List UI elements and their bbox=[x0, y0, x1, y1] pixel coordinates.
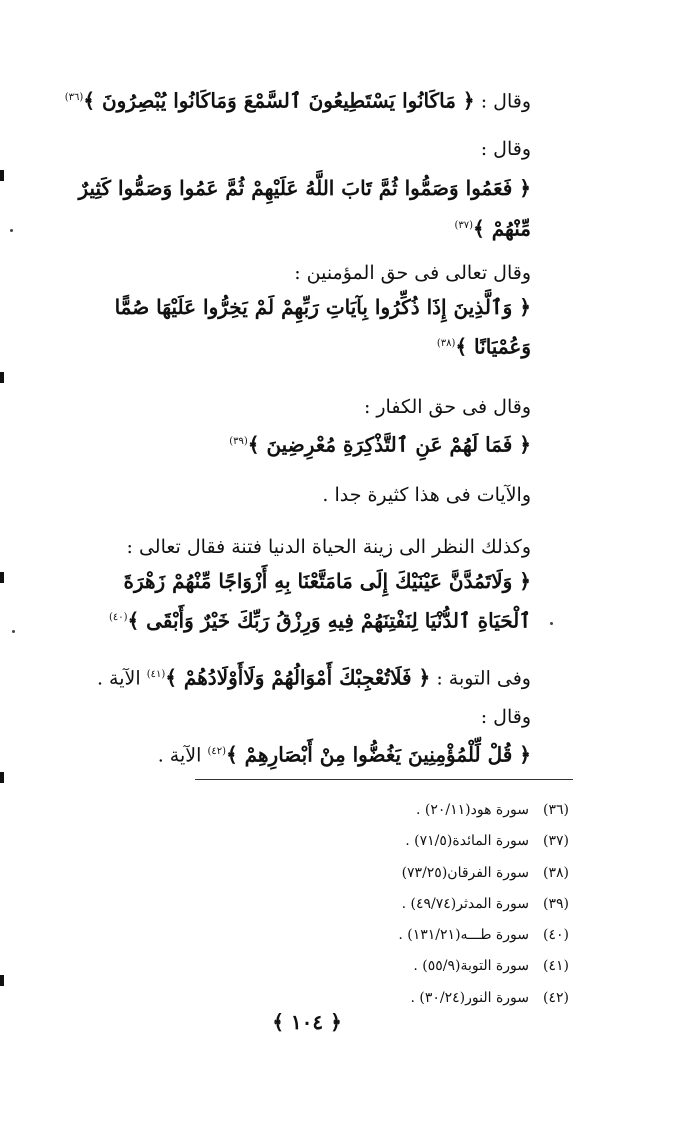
footnote-text: سورة طـــه(١٣١/٢١) . bbox=[398, 927, 529, 944]
scan-speck bbox=[12, 630, 15, 633]
verse-intro: وقال تعالى فى حق المؤمنين : bbox=[294, 262, 531, 284]
footnote-number: (٣٧) bbox=[543, 833, 569, 850]
verse-block-38 bbox=[114, 258, 531, 365]
scan-speck bbox=[10, 229, 13, 232]
page-number: ﴿ ١٠٤ ﴾ bbox=[272, 1010, 342, 1034]
footnote-text: سورة هود(٢٠/١١) . bbox=[416, 802, 529, 818]
scan-margin-mark bbox=[0, 572, 4, 583]
verse-intro: وفى التوبة : bbox=[430, 667, 531, 690]
footnote-item bbox=[309, 795, 569, 826]
verse-line bbox=[141, 422, 531, 465]
scan-speck bbox=[550, 622, 553, 625]
scan-margin-mark bbox=[0, 772, 4, 783]
verse-text: ٱلْحَيَاةِ ٱلدُّنْيَا لِنَفْتِنَهُمْ فِيهِ وَرِزْقُ رَبِّكَ خَيْرٌ وَأَبْقَى ﴾ bbox=[127, 608, 531, 633]
footnote-text: سورة النور(٣٠/٢٤) . bbox=[410, 989, 529, 1006]
verse-text: ﴿ مَاكَانُوا يَسْتَطِيعُونَ ٱلسَّمْعَ وَمَاكَانُوا يُبْصِرُونَ ﴾ bbox=[83, 88, 475, 113]
footnote-ref: (٤٠) bbox=[108, 612, 128, 623]
footnote-item bbox=[309, 920, 569, 951]
footnote-ref: (٤١) bbox=[146, 669, 166, 680]
footnote-text: سورة المائدة(٧١/٥) . bbox=[405, 833, 529, 850]
footnote-ref: (٣٨) bbox=[436, 338, 456, 349]
verse-tail: الآية . bbox=[157, 744, 208, 767]
footnote-ref: (٤٢) bbox=[207, 746, 226, 757]
verse-tail: الآية . bbox=[96, 667, 147, 690]
footnote-number: (٣٨) bbox=[543, 864, 569, 881]
verse-line bbox=[96, 658, 531, 695]
footnote-item bbox=[309, 951, 569, 982]
verse-block-42 bbox=[141, 702, 531, 775]
verse-text: مِّنْهُمْ ﴾ bbox=[473, 216, 531, 241]
verse-block-37 bbox=[78, 134, 531, 247]
verse-line bbox=[141, 732, 531, 775]
footnote-text: سورة الفرقان(٧٣/٢٥) bbox=[401, 864, 529, 881]
verse-line bbox=[141, 208, 531, 247]
verse-intro: وقال فى حق الكفار : bbox=[363, 396, 531, 418]
footnote-item bbox=[309, 826, 569, 857]
footnote-text: سورة المدثر(٤٩/٧٤) . bbox=[401, 895, 529, 912]
footnote-divider bbox=[195, 779, 573, 780]
footnote-number: (٤٠) bbox=[543, 927, 569, 944]
verse-text: وَعُمْيَانًا ﴾ bbox=[455, 334, 531, 359]
verse-intro: وقال : bbox=[480, 138, 531, 160]
scan-margin-mark bbox=[0, 170, 4, 181]
verse-block-41 bbox=[96, 658, 531, 695]
verse-block-39 bbox=[141, 392, 531, 465]
verse-block-36 bbox=[64, 82, 531, 117]
verse-intro: وقال : bbox=[480, 706, 531, 728]
scan-margin-mark bbox=[0, 372, 4, 383]
footnote-ref: (٣٩) bbox=[229, 436, 248, 447]
ayat-note: والآيات فى هذا كثيرة جدا . bbox=[322, 484, 531, 506]
verse-text: ﴿ قُلْ لِّلْمُؤْمِنِينَ يَغُضُّوا مِنْ أَبْصَارِهِمْ ﴾ bbox=[226, 742, 531, 767]
verse-text: ﴿ فَلَاتُعْجِبْكَ أَمْوَالُهُمْ وَلَاأَوْلَادُهُمْ ﴾ bbox=[165, 665, 431, 690]
verse-block-40 bbox=[108, 532, 531, 639]
footnote-number: (٣٩) bbox=[543, 895, 569, 912]
verse-line: ﴿ وَٱلَّذِينَ إِذَا ذُكِّرُوا بِآيَاتِ رَبِّهِمْ لَمْ يَخِرُّوا عَلَيْهَا صُمًّا bbox=[114, 295, 531, 319]
verse-line bbox=[141, 326, 531, 365]
footnotes bbox=[309, 795, 569, 1014]
verse-line: ﴿ وَلَاتَمُدَّنَّ عَيْنَيْكَ إِلَى مَامَتَّعْنَا بِهِ أَزْوَاجًا مِّنْهُمْ زَهْرَةَ bbox=[123, 569, 531, 593]
scan-margin-mark bbox=[0, 975, 4, 986]
footnote-number: (٤٢) bbox=[543, 989, 569, 1006]
footnote-item bbox=[309, 858, 569, 889]
verse-line: ﴿ فَعَمُوا وَصَمُّوا ثُمَّ تَابَ اللَّهُ عَلَيْهِمْ ثُمَّ عَمُوا وَصَمُّوا كَثِيرٌ bbox=[78, 176, 531, 200]
footnote-number: (٤١) bbox=[543, 958, 569, 975]
verse-line bbox=[108, 600, 531, 639]
footnote-text: سورة التوبة(٥٥/٩) . bbox=[413, 958, 529, 975]
footnote-number: (٣٦) bbox=[543, 802, 569, 818]
footnote-ref: (٣٦) bbox=[64, 92, 84, 103]
verse-text: ﴿ فَمَا لَهُمْ عَنِ ٱلتَّذْكِرَةِ مُعْرِضِينَ ﴾ bbox=[247, 432, 531, 457]
verse-intro: وقال : bbox=[474, 90, 531, 113]
footnote-item bbox=[309, 889, 569, 920]
verse-intro: وكذلك النظر الى زينة الحياة الدنيا فتنة فقال تعالى : bbox=[126, 536, 531, 558]
footnote-ref: (٣٧) bbox=[454, 220, 474, 231]
verse-line bbox=[64, 82, 531, 117]
